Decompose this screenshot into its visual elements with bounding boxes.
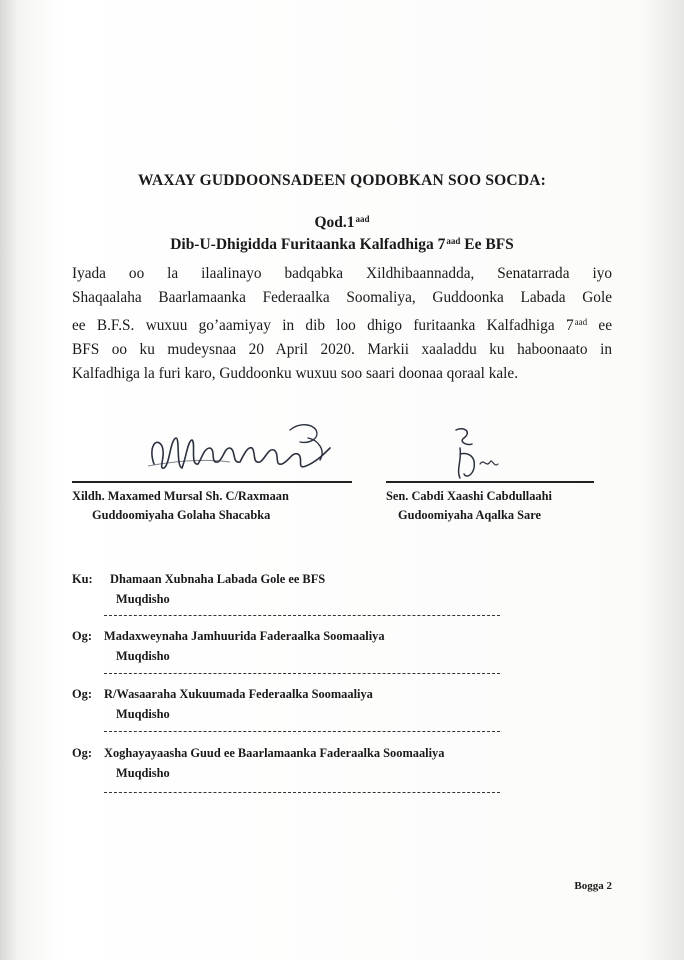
body-line-1: Iyada oo la ilaalinayo badqabka Xildhibaannadda, Senatarrada iyo	[72, 265, 612, 282]
signatory-right-name: Sen. Cabdi Xaashi Cabdullaahi	[386, 489, 552, 503]
resolution-body	[72, 262, 612, 386]
recipient-4-name: Xoghayayaasha Guud ee Baarlamaanka Faderaalka Soomaaliya	[104, 746, 445, 760]
recipient-2-divider	[104, 673, 500, 674]
recipient-3-city: Muqdisho	[116, 707, 170, 721]
signature-line-left	[72, 481, 352, 483]
signatory-left-role: Guddoomiyaha Golaha Shacabka	[92, 508, 271, 522]
signature-line-right	[386, 481, 594, 483]
resolution-title	[0, 236, 684, 254]
recipient-3-divider	[104, 731, 500, 732]
recipient-3-name: R/Wasaaraha Xukuumada Federaalka Soomaaliya	[104, 687, 373, 701]
resolution-title-end: Ee BFS	[460, 236, 514, 253]
recipient-2-city: Muqdisho	[116, 649, 170, 663]
body-line-3	[72, 310, 612, 338]
resolution-title-main: Dib-U-Dhigidda Furitaanka Kalfadhiga 7	[170, 236, 446, 253]
body-line-2: Shaqaalaha Baarlamaanka Federaalka Soomaliya, Guddoonka Labada Gole	[72, 289, 612, 306]
recipient-1-name: Dhamaan Xubnaha Labada Gole ee BFS	[110, 572, 326, 586]
signatory-right-role: Gudoomiyaha Aqalka Sare	[398, 508, 541, 522]
resolution-number-suffix: aad	[355, 214, 370, 224]
body-line-5: Kalfadhiga la furi karo, Guddoonku wuxuu soo saari doonaa qoraal kale.	[72, 365, 519, 382]
resolution-heading: WAXAY GUDDOONSADEEN QODOBKAN SOO SOCDA:	[138, 172, 546, 189]
body-line-3-main: ee B.F.S. wuxuu go’aamiyay in dib loo dhigo furitaanka Kalfadhiga 7	[72, 317, 574, 334]
recipient-1-city: Muqdisho	[116, 592, 170, 606]
recipient-1	[72, 569, 632, 609]
signature-senate-chair	[446, 424, 516, 484]
recipient-3-label: Og:	[72, 687, 92, 701]
signatory-left-name: Xildh. Maxamed Mursal Sh. C/Raxmaan	[72, 489, 289, 503]
resolution-number	[0, 214, 684, 232]
resolution-title-suffix: aad	[446, 236, 461, 246]
recipient-4-city: Muqdisho	[116, 766, 170, 780]
recipient-3	[72, 684, 632, 724]
recipient-4-label: Og:	[72, 746, 92, 760]
recipient-2-name: Madaxweynaha Jamhuurida Faderaalka Soomaaliya	[104, 629, 385, 643]
recipient-4-divider	[104, 792, 500, 793]
body-line-3-end: ee	[587, 317, 612, 334]
recipient-1-label: Ku:	[72, 572, 93, 586]
recipient-2-label: Og:	[72, 629, 92, 643]
body-line-3-suffix: aad	[574, 317, 588, 327]
body-line-4: BFS oo ku mudeysnaa 20 April 2020. Markii xaaladdu ku haboonaato in	[72, 341, 612, 358]
resolution-number-base: Qod.1	[314, 214, 355, 231]
recipient-2	[72, 626, 632, 666]
signature-speaker	[140, 418, 340, 488]
recipient-4	[72, 743, 632, 783]
page-number: Bogga 2	[574, 880, 612, 892]
recipient-1-divider	[104, 615, 500, 616]
